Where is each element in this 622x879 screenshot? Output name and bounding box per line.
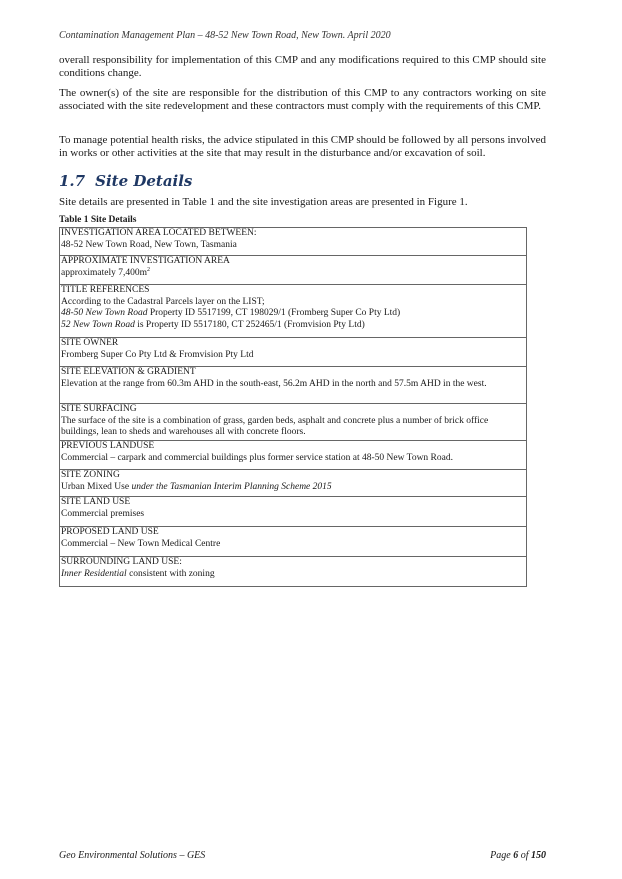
paragraph-site-details-intro: Site details are presented in Table 1 and the site investigation areas are presented in Figure 1. xyxy=(59,196,468,208)
table-row-surfacing xyxy=(60,403,526,440)
table-row-site-land-use xyxy=(60,496,526,526)
row-label: SITE OWNER xyxy=(61,338,119,348)
row-value: Elevation at the range from 60.3m AHD in the south-east, 56.2m AHD in the north and 57.5m AHD in the west. xyxy=(61,378,487,389)
footer-page-number: Page 6 of 150 xyxy=(490,850,546,861)
row-label: SITE ZONING xyxy=(61,470,120,480)
table-row-proposed-land-use xyxy=(60,526,526,556)
table-row-elevation xyxy=(60,366,526,403)
table-row-investigation-area xyxy=(60,228,526,255)
table-row-surrounding-land-use xyxy=(60,556,526,586)
row-value: Urban Mixed Use under the Tasmanian Interim Planning Scheme 2015 xyxy=(61,481,332,492)
row-value: Commercial premises xyxy=(61,508,145,519)
paragraph-responsibility: overall responsibility for implementation of this CMP and any modifications required to this CMP should site conditions change. xyxy=(59,54,546,80)
row-value: According to the Cadastral Parcels layer on the LIST; xyxy=(61,296,265,307)
row-label: SURROUNDING LAND USE: xyxy=(61,557,182,567)
row-value: Fromberg Super Co Pty Ltd & Fromvision Pty Ltd xyxy=(61,349,254,360)
row-label: INVESTIGATION AREA LOCATED BETWEEN: xyxy=(61,228,257,238)
table-row-site-zoning xyxy=(60,469,526,496)
table-row-previous-landuse xyxy=(60,440,526,469)
row-label: APPROXIMATE INVESTIGATION AREA xyxy=(61,256,230,266)
row-label: SITE SURFACING xyxy=(61,404,137,414)
paragraph-owner-distribution: The owner(s) of the site are responsible for the distribution of this CMP to any contractors working on site associated with the site redevelopment and these contractors must comply with the requirements of this CMP. xyxy=(59,87,546,113)
section-number: 1.7 xyxy=(59,172,86,190)
row-label: SITE LAND USE xyxy=(61,497,131,507)
section-title: Site Details xyxy=(95,172,193,190)
paragraph-health-risks: To manage potential health risks, the advice stipulated in this CMP should be followed by all persons involved in works or other activities at the site that may result in the disturbance and/or excavation of soil. xyxy=(59,134,546,160)
row-value-line2: 48-50 New Town Road Property ID 5517199, CT 198029/1 (Fromberg Super Co Pty Ltd) xyxy=(61,308,401,318)
row-value-line3: 52 New Town Road is Property ID 5517180, CT 252465/1 (Fromvision Pty Ltd) xyxy=(61,319,365,330)
row-value: Inner Residential consistent with zoning xyxy=(61,568,215,579)
document-header: Contamination Management Plan – 48-52 New Town Road, New Town. April 2020 xyxy=(59,30,391,41)
table-row-site-owner xyxy=(60,337,526,366)
row-value: The surface of the site is a combination of grass, garden beds, asphalt and concrete plus a number of brick office buildings, lean to sheds and warehouses all with concrete floors. xyxy=(61,415,489,437)
row-label: SITE ELEVATION & GRADIENT xyxy=(61,367,196,377)
row-label: PREVIOUS LANDUSE xyxy=(61,441,155,451)
footer-company: Geo Environmental Solutions – GES xyxy=(59,850,206,861)
row-label: PROPOSED LAND USE xyxy=(61,527,159,537)
row-label: TITLE REFERENCES xyxy=(61,285,150,295)
row-value: Commercial – New Town Medical Centre xyxy=(61,538,221,549)
table-row-title-references xyxy=(60,284,526,337)
row-value: Commercial – carpark and commercial buildings plus former service station at 48-50 New Town Road. xyxy=(61,452,453,463)
row-value: 48-52 New Town Road, New Town, Tasmania xyxy=(61,239,237,250)
table-row-approx-area xyxy=(60,255,526,284)
site-details-table xyxy=(59,227,527,587)
table-caption: Table 1 Site Details xyxy=(59,215,137,225)
row-value: approximately $7,400m^2$ xyxy=(61,266,151,278)
section-heading xyxy=(59,172,192,190)
